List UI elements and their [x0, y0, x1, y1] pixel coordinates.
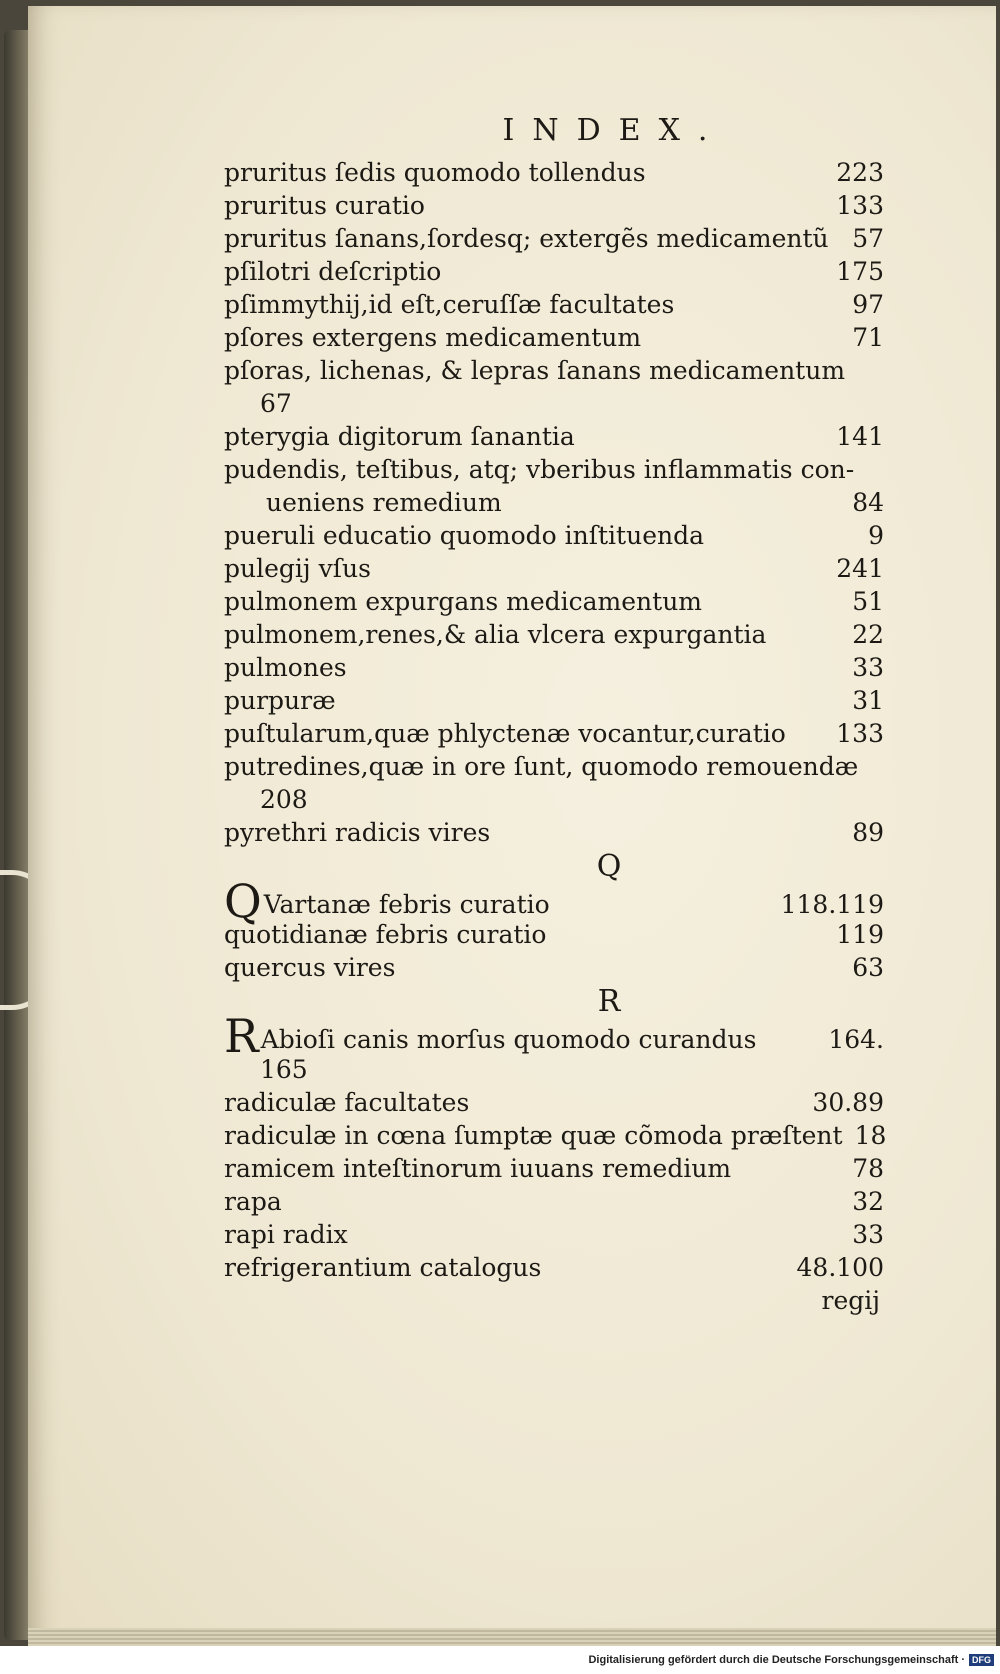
entry-term: [224, 750, 858, 783]
entry-term-text: rapi radix: [224, 1220, 348, 1249]
entry-term: [224, 1009, 757, 1063]
entry-term: ueniens remedium: [266, 488, 502, 517]
index-entry: [224, 255, 884, 288]
index-entry: [224, 816, 884, 849]
entry-term: [224, 1251, 541, 1284]
entry-page-number: 33: [852, 653, 884, 682]
entry-continuation: 67: [260, 389, 292, 418]
entry-term: [224, 874, 550, 928]
index-entry: [224, 651, 884, 684]
index-entry: [224, 288, 884, 321]
entry-term: [224, 222, 829, 255]
index-entry: [224, 918, 884, 951]
entry-term: [224, 816, 490, 849]
entry-term-text: pulmonem expurgans medicamentum: [224, 587, 703, 616]
entry-term: [224, 651, 347, 684]
entry-term: [224, 1185, 282, 1218]
digitization-footer: [588, 1650, 994, 1670]
entries-group-q: [224, 874, 884, 984]
entry-page-number: 63: [852, 953, 884, 982]
index-entry: [224, 874, 884, 928]
index-entry: [224, 618, 884, 651]
entry-page-number: 223: [836, 158, 884, 187]
entry-term-text: pulmonem,renes,& alia vlcera expurgantia: [224, 620, 767, 649]
entry-term-text: pterygia digitorum ſanantia: [224, 422, 575, 451]
page-stack-edge: [28, 1628, 996, 1646]
entry-page-number: 97: [852, 290, 884, 319]
entry-term-text: purpuræ: [224, 686, 336, 715]
entry-page-number: 78: [852, 1154, 884, 1183]
entry-term: [224, 420, 575, 453]
entry-term-text: pſilotri deſcriptio: [224, 257, 442, 286]
entry-term: [224, 684, 336, 717]
entry-page-number: 133: [836, 719, 884, 748]
index-entry: [224, 519, 884, 552]
entry-term-text: pyrethri radicis vires: [224, 818, 491, 847]
entry-term: [224, 189, 425, 222]
entry-page-number: 84: [852, 488, 884, 517]
entry-term: [224, 354, 845, 387]
index-entry: [224, 717, 884, 750]
index-entry: [224, 1185, 884, 1218]
entry-term-text: pulmones: [224, 653, 347, 682]
index-entry: [224, 354, 884, 387]
entry-term-text: Vartanæ febris curatio: [263, 890, 550, 919]
entry-term-text: rapa: [224, 1187, 282, 1216]
index-entry: [224, 1218, 884, 1251]
entry-page-number: 51: [852, 587, 884, 616]
entry-term-text: radiculæ facultates: [224, 1088, 470, 1117]
entry-page-number: 33: [852, 1220, 884, 1249]
entry-term-text: pudendis, teſtibus, atq; vberibus inflammatis con-: [224, 455, 855, 484]
index-entry: [224, 1152, 884, 1185]
letter-heading-r: R: [597, 984, 621, 1019]
index-entry: [224, 1119, 887, 1152]
catchword: regij: [821, 1286, 880, 1315]
entry-page-number: 57: [852, 224, 884, 253]
entry-term: [224, 1152, 731, 1185]
initial-letter: Q: [224, 874, 262, 928]
entry-term: [224, 1218, 348, 1251]
entry-page-number: 119: [836, 920, 884, 949]
entry-page-number: 89: [852, 818, 884, 847]
entry-continuation: 208: [260, 785, 308, 814]
entry-page-number: 71: [852, 323, 884, 352]
entries-group-p3: [224, 519, 884, 783]
index-entry: [224, 420, 884, 453]
entry-term-text: pruritus ſedis quomodo tollendus: [224, 158, 646, 187]
entry-term: [224, 255, 441, 288]
index-entry: [224, 1009, 884, 1063]
entry-page-number: 31: [852, 686, 884, 715]
entry-page-number: 18: [854, 1121, 887, 1150]
index-entry: [224, 222, 884, 255]
index-entry: [224, 552, 884, 585]
entry-term: [224, 717, 786, 750]
index-entry: [224, 684, 884, 717]
entry-term: [224, 951, 395, 984]
entry-term-text: putredines,quæ in ore ſunt, quomodo remouendæ: [224, 752, 859, 781]
entry-page-number: 9: [868, 521, 884, 550]
entry-page-number: 118.119: [780, 890, 884, 919]
entry-term-text: pſores extergens medicamentum: [224, 323, 642, 352]
entry-term-text: pueruli educatio quomodo inſtituenda: [224, 521, 704, 550]
entry-term: [224, 1119, 843, 1152]
entry-term-text: quercus vires: [224, 953, 396, 982]
entry-page-number: 241: [836, 554, 884, 583]
entry-term-text: radiculæ in cœna ſumptæ quæ cõmoda præſtent: [224, 1121, 843, 1150]
entry-continuation-with-number: [224, 486, 884, 519]
dfg-logo-icon: DFG: [969, 1654, 994, 1666]
entry-term-text: pſimmythij,id eſt,ceruſſæ facultates: [224, 290, 675, 319]
entry-term: [224, 1086, 469, 1119]
entry-page-number: 175: [836, 257, 884, 286]
entry-term-text: refrigerantium catalogus: [224, 1253, 542, 1282]
index-entry: [224, 321, 884, 354]
entry-term: [224, 519, 704, 552]
entries-group-p1: [224, 156, 884, 387]
entry-page-number: 22: [852, 620, 884, 649]
index-entry: [224, 750, 884, 783]
entry-page-number: 141: [836, 422, 884, 451]
entry-page-number: 164.: [828, 1025, 884, 1054]
entry-term: [224, 288, 674, 321]
entry-page-number: 48.100: [796, 1253, 884, 1282]
entry-term-text: ramicem inteſtinorum iuuans remedium: [224, 1154, 732, 1183]
letter-heading-q: Q: [596, 849, 622, 884]
entry-term: [224, 453, 854, 486]
entry-term: [224, 618, 766, 651]
page-title: INDEX.: [502, 113, 726, 148]
index-entry: [224, 1086, 884, 1119]
entry-term-text: pruritus curatio: [224, 191, 425, 220]
entry-page-number: 32: [852, 1187, 884, 1216]
entry-term-text: quotidianæ febris curatio: [224, 920, 547, 949]
index-entry: [224, 1251, 884, 1284]
entry-page-number: 133: [836, 191, 884, 220]
index-content: [224, 110, 887, 1317]
entries-group-r1: [224, 1009, 884, 1063]
entry-continuation: 165: [260, 1055, 308, 1084]
entry-term-text: puſtularum,quæ phlyctenæ vocantur,curatio: [224, 719, 786, 748]
entry-term-text: Abioſi canis morſus quomodo curandus: [260, 1025, 757, 1054]
index-entry: [224, 453, 884, 486]
entries-group-p4: [224, 816, 884, 849]
entry-page-number: 30.89: [812, 1088, 884, 1117]
entry-term-text: pulegij vſus: [224, 554, 371, 583]
entry-term-text: pſoras, lichenas, & lepras ſanans medicamentum: [224, 356, 846, 385]
entry-term: [224, 552, 371, 585]
entry-term: [224, 156, 646, 189]
index-entry: [224, 156, 884, 189]
entry-term-text: pruritus ſanans,ſordesq; extergẽs medicamentũ: [224, 224, 829, 253]
index-entry: [224, 189, 884, 222]
entries-group-p2: [224, 420, 884, 486]
initial-letter: R: [224, 1009, 259, 1063]
footer-text: Digitalisierung gefördert durch die Deutsche Forschungsgemeinschaft ·: [588, 1654, 965, 1666]
index-entry: [224, 585, 884, 618]
entry-term: [224, 585, 702, 618]
index-entry: [224, 951, 884, 984]
entry-term: [224, 918, 546, 951]
entries-group-r2: [224, 1086, 887, 1284]
entry-term: [224, 321, 641, 354]
